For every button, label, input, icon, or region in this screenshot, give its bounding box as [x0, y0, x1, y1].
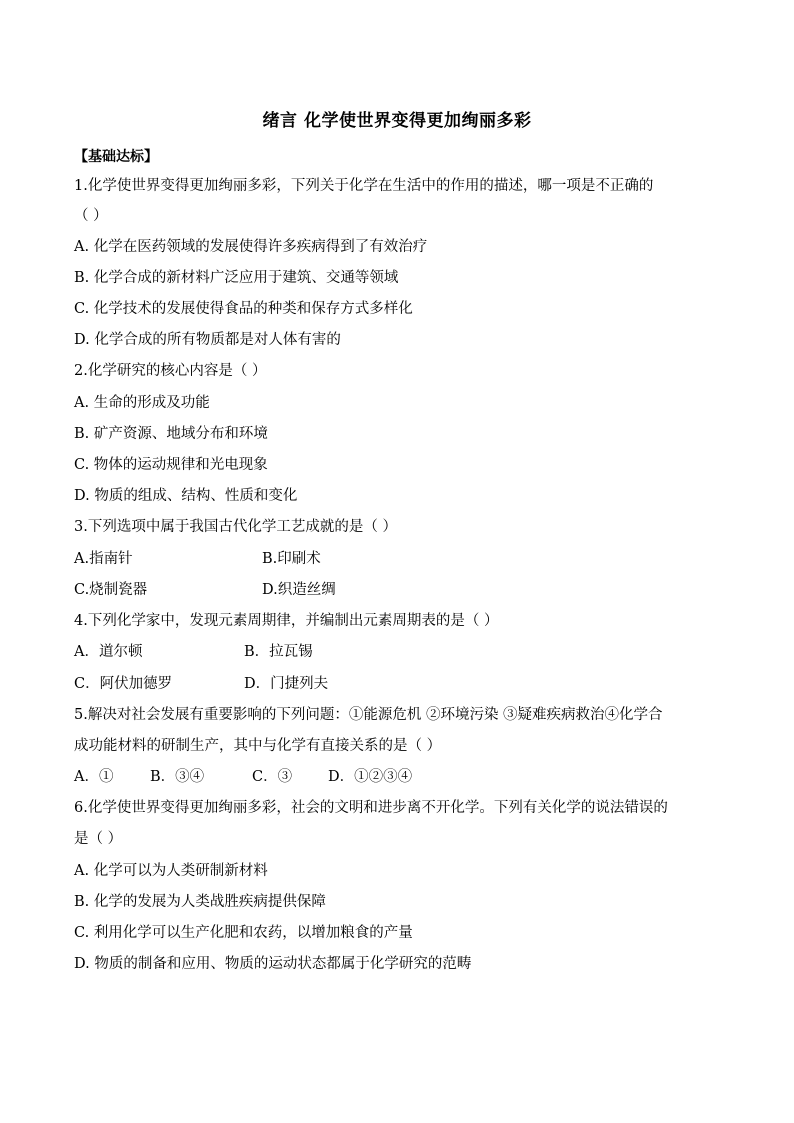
- q6-option-d: D. 物质的制备和应用、物质的运动状态都属于化学研究的范畴: [74, 956, 472, 972]
- q6-option-a: A. 化学可以为人类研制新材料: [74, 863, 268, 879]
- q2-option-a: A. 生命的形成及功能: [74, 395, 210, 411]
- q5-stem-line2: 成功能材料的研制生产，其中与化学有直接关系的是（ ）: [74, 738, 442, 754]
- q5-option-c: C．③: [252, 769, 293, 785]
- q6-stem-line1: 6.化学使世界变得更加绚丽多彩，社会的文明和进步离不开化学。下列有关化学的说法错误的: [74, 800, 668, 816]
- q4-option-c: C．阿伏加德罗: [74, 676, 173, 692]
- q4-option-d: D．门捷列夫: [244, 676, 329, 692]
- q3-option-c: C.烧制瓷器: [74, 582, 148, 598]
- q5-option-b: B．③④: [150, 769, 205, 785]
- q5-option-a: A．①: [74, 769, 114, 785]
- q1-option-b: B. 化学合成的新材料广泛应用于建筑、交通等领域: [74, 270, 399, 286]
- q4-stem: 4.下列化学家中，发现元素周期律，并编制出元素周期表的是（ ）: [74, 613, 499, 629]
- q2-option-d: D. 物质的组成、结构、性质和变化: [74, 488, 298, 504]
- q1-option-c: C. 化学技术的发展使得食品的种类和保存方式多样化: [74, 301, 413, 317]
- q5-stem-line1: 5.解决对社会发展有重要影响的下列问题：①能源危机 ②环境污染 ③疑难疾病救治④化学合: [74, 707, 663, 723]
- q2-stem: 2.化学研究的核心内容是（ ）: [74, 363, 267, 379]
- q2-option-c: C. 物体的运动规律和光电现象: [74, 457, 268, 473]
- q3-option-a: A.指南针: [74, 551, 133, 567]
- q5-option-d: D．①②③④: [328, 769, 413, 785]
- q1-option-d: D. 化学合成的所有物质都是对人体有害的: [74, 332, 341, 348]
- q3-stem: 3.下列选项中属于我国古代化学工艺成就的是（ ）: [74, 519, 397, 535]
- q6-option-b: B. 化学的发展为人类战胜疾病提供保障: [74, 894, 326, 910]
- q1-stem-line2: （ ）: [74, 208, 108, 224]
- q4-option-b: B．拉瓦锡: [244, 644, 313, 660]
- q6-option-c: C. 利用化学可以生产化肥和农药，以增加粮食的产量: [74, 925, 413, 941]
- q1-stem-line1: 1.化学使世界变得更加绚丽多彩，下列关于化学在生活中的作用的描述，哪一项是不正确的: [74, 178, 654, 194]
- q3-option-b: B.印刷术: [262, 551, 321, 567]
- q6-stem-line2: 是（ ）: [74, 831, 123, 847]
- page-title: 绪言 化学使世界变得更加绚丽多彩: [262, 111, 532, 131]
- q1-option-a: A. 化学在医药领域的发展使得许多疾病得到了有效治疗: [74, 239, 428, 255]
- q3-option-d: D.织造丝绸: [262, 582, 336, 598]
- q4-option-a: A．道尔顿: [74, 644, 143, 660]
- section-heading: 【基础达标】: [74, 149, 158, 165]
- q2-option-b: B. 矿产资源、地域分布和环境: [74, 426, 268, 442]
